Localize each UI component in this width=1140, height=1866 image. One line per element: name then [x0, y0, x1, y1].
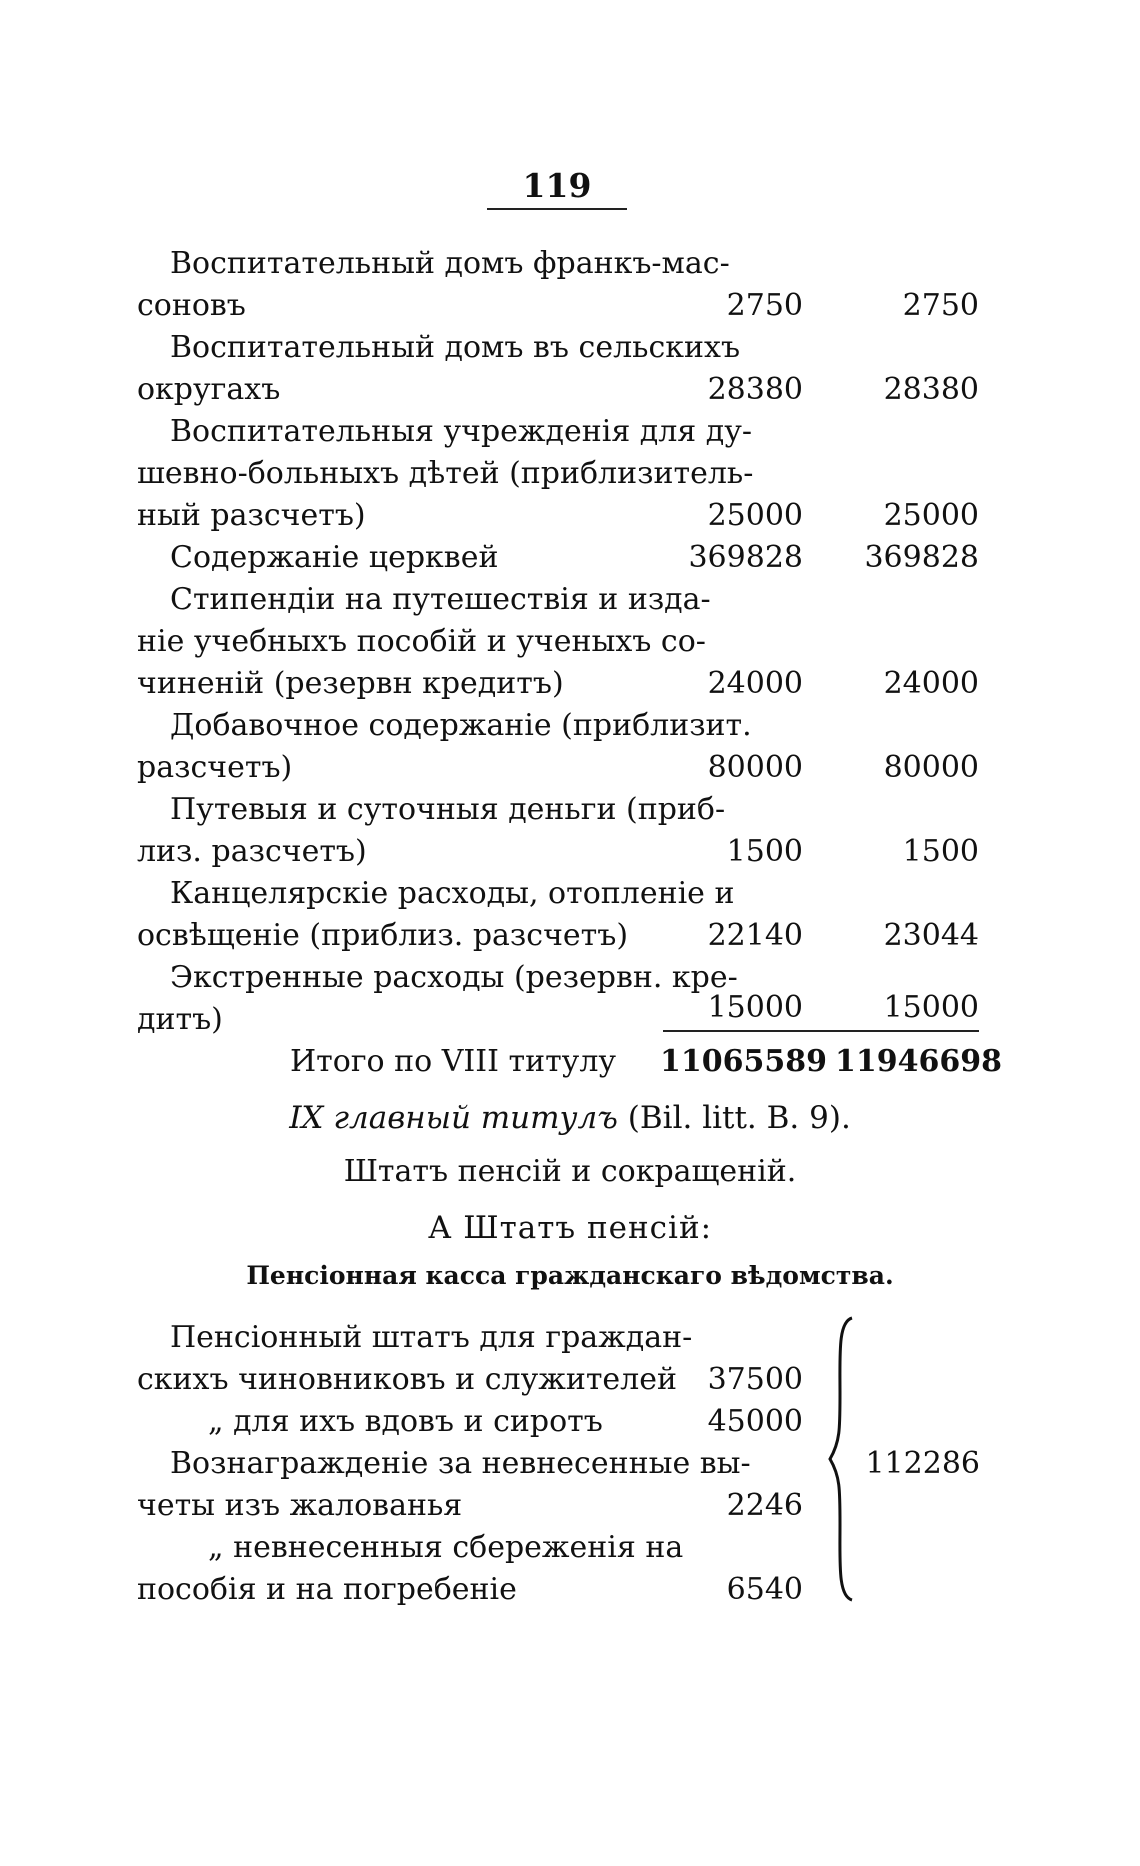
row-1-desc-line-2: соновъ	[137, 288, 246, 323]
row-4-value-2: 369828	[864, 540, 979, 575]
total-label: Итого по VIII титулу	[290, 1044, 617, 1079]
pension-row-3-desc-line-2: четы изъ жалованья	[137, 1488, 463, 1523]
total-value-2: 11946698	[835, 1044, 1002, 1079]
row-4-desc-line-1: Содержаніе церквей	[170, 540, 499, 575]
subsection-title-a: А Штатъ пенсій:	[427, 1210, 713, 1246]
page-number-rule	[487, 208, 627, 210]
row-3-desc-line-2: шевно-больныхъ дѣтей (приблизитель-	[137, 456, 754, 491]
pension-row-2-desc-line-1: „ для ихъ вдовъ и сиротъ	[208, 1404, 603, 1439]
row-1-value-2: 2750	[902, 288, 979, 323]
row-3-value-1: 25000	[707, 498, 803, 533]
pension-total-value: 112286	[865, 1446, 980, 1481]
row-8-desc-line-1: Канцелярскіе расходы, отопленіе и	[170, 876, 735, 911]
row-6-desc-line-1: Добавочное содержаніе (приблизит.	[170, 708, 752, 743]
pension-row-4-value: 6540	[726, 1572, 803, 1607]
section-title-ix	[0, 1098, 1140, 1138]
row-5-desc-line-1: Стипендіи на путешествія и изда-	[170, 582, 711, 617]
section-title-ix-italic: IX главный титулъ	[289, 1100, 618, 1136]
page-number: 119	[522, 166, 592, 205]
sum-rule	[663, 1030, 979, 1032]
row-3-desc-line-1: Воспитательныя учрежденія для ду-	[170, 414, 753, 449]
row-6-value-1: 80000	[707, 750, 803, 785]
row-7-desc-line-2: лиз. разсчетъ)	[137, 834, 367, 869]
row-3-desc-line-3: ный разсчетъ)	[137, 498, 366, 533]
row-9-value-2: 15000	[883, 990, 979, 1025]
pension-row-1-desc-line-2: скихъ чиновниковъ и служителей	[137, 1362, 677, 1397]
pension-row-2-value: 45000	[707, 1404, 803, 1439]
row-8-value-1: 22140	[707, 918, 803, 953]
row-6-value-2: 80000	[883, 750, 979, 785]
row-1-desc-line-1: Воспитательный домъ франкъ-мас-	[170, 246, 730, 281]
row-9-desc-line-1: Экстренные расходы (резервн. кре-	[170, 960, 738, 995]
row-1-value-1: 2750	[726, 288, 803, 323]
row-7-value-2: 1500	[902, 834, 979, 869]
pension-row-3-value: 2246	[726, 1488, 803, 1523]
row-8-value-2: 23044	[883, 918, 979, 953]
pension-row-3-desc-line-1: Вознагражденіе за невнесенные вы-	[170, 1446, 751, 1481]
curly-brace-icon	[826, 1314, 856, 1604]
pension-row-4-desc-line-1: „ невнесенныя сбереженія на	[208, 1530, 684, 1565]
pension-row-4-desc-line-2: пособія и на погребеніе	[137, 1572, 517, 1607]
row-6-desc-line-2: разсчетъ)	[137, 750, 293, 785]
section-title-ix-reference: (Bil. litt. B. 9).	[617, 1100, 851, 1136]
row-2-desc-line-2: округахъ	[137, 372, 281, 407]
subsection-title-kassa: Пенсіонная касса гражданскаго вѣдомства.	[246, 1261, 894, 1290]
row-9-desc-line-2: дитъ)	[137, 1002, 223, 1037]
row-2-value-1: 28380	[707, 372, 803, 407]
row-3-value-2: 25000	[883, 498, 979, 533]
row-5-value-2: 24000	[883, 666, 979, 701]
row-7-value-1: 1500	[726, 834, 803, 869]
pension-row-1-value: 37500	[707, 1362, 803, 1397]
row-5-desc-line-3: чиненій (резервн кредитъ)	[137, 666, 564, 701]
row-9-value-1: 15000	[707, 990, 803, 1025]
row-4-value-1: 369828	[688, 540, 803, 575]
pension-row-1-desc-line-1: Пенсіонный штатъ для граждан-	[170, 1320, 693, 1355]
total-value-1: 11065589	[660, 1044, 827, 1079]
row-8-desc-line-2: освѣщеніе (приблиз. разсчетъ)	[137, 918, 629, 953]
row-2-desc-line-1: Воспитательный домъ въ сельскихъ	[170, 330, 741, 365]
section-title-pensions: Штатъ пенсій и сокращеній.	[343, 1154, 797, 1189]
row-7-desc-line-1: Путевыя и суточныя деньги (приб-	[170, 792, 726, 827]
row-2-value-2: 28380	[883, 372, 979, 407]
row-5-value-1: 24000	[707, 666, 803, 701]
row-5-desc-line-2: ніе учебныхъ пособій и ученыхъ со-	[137, 624, 706, 659]
